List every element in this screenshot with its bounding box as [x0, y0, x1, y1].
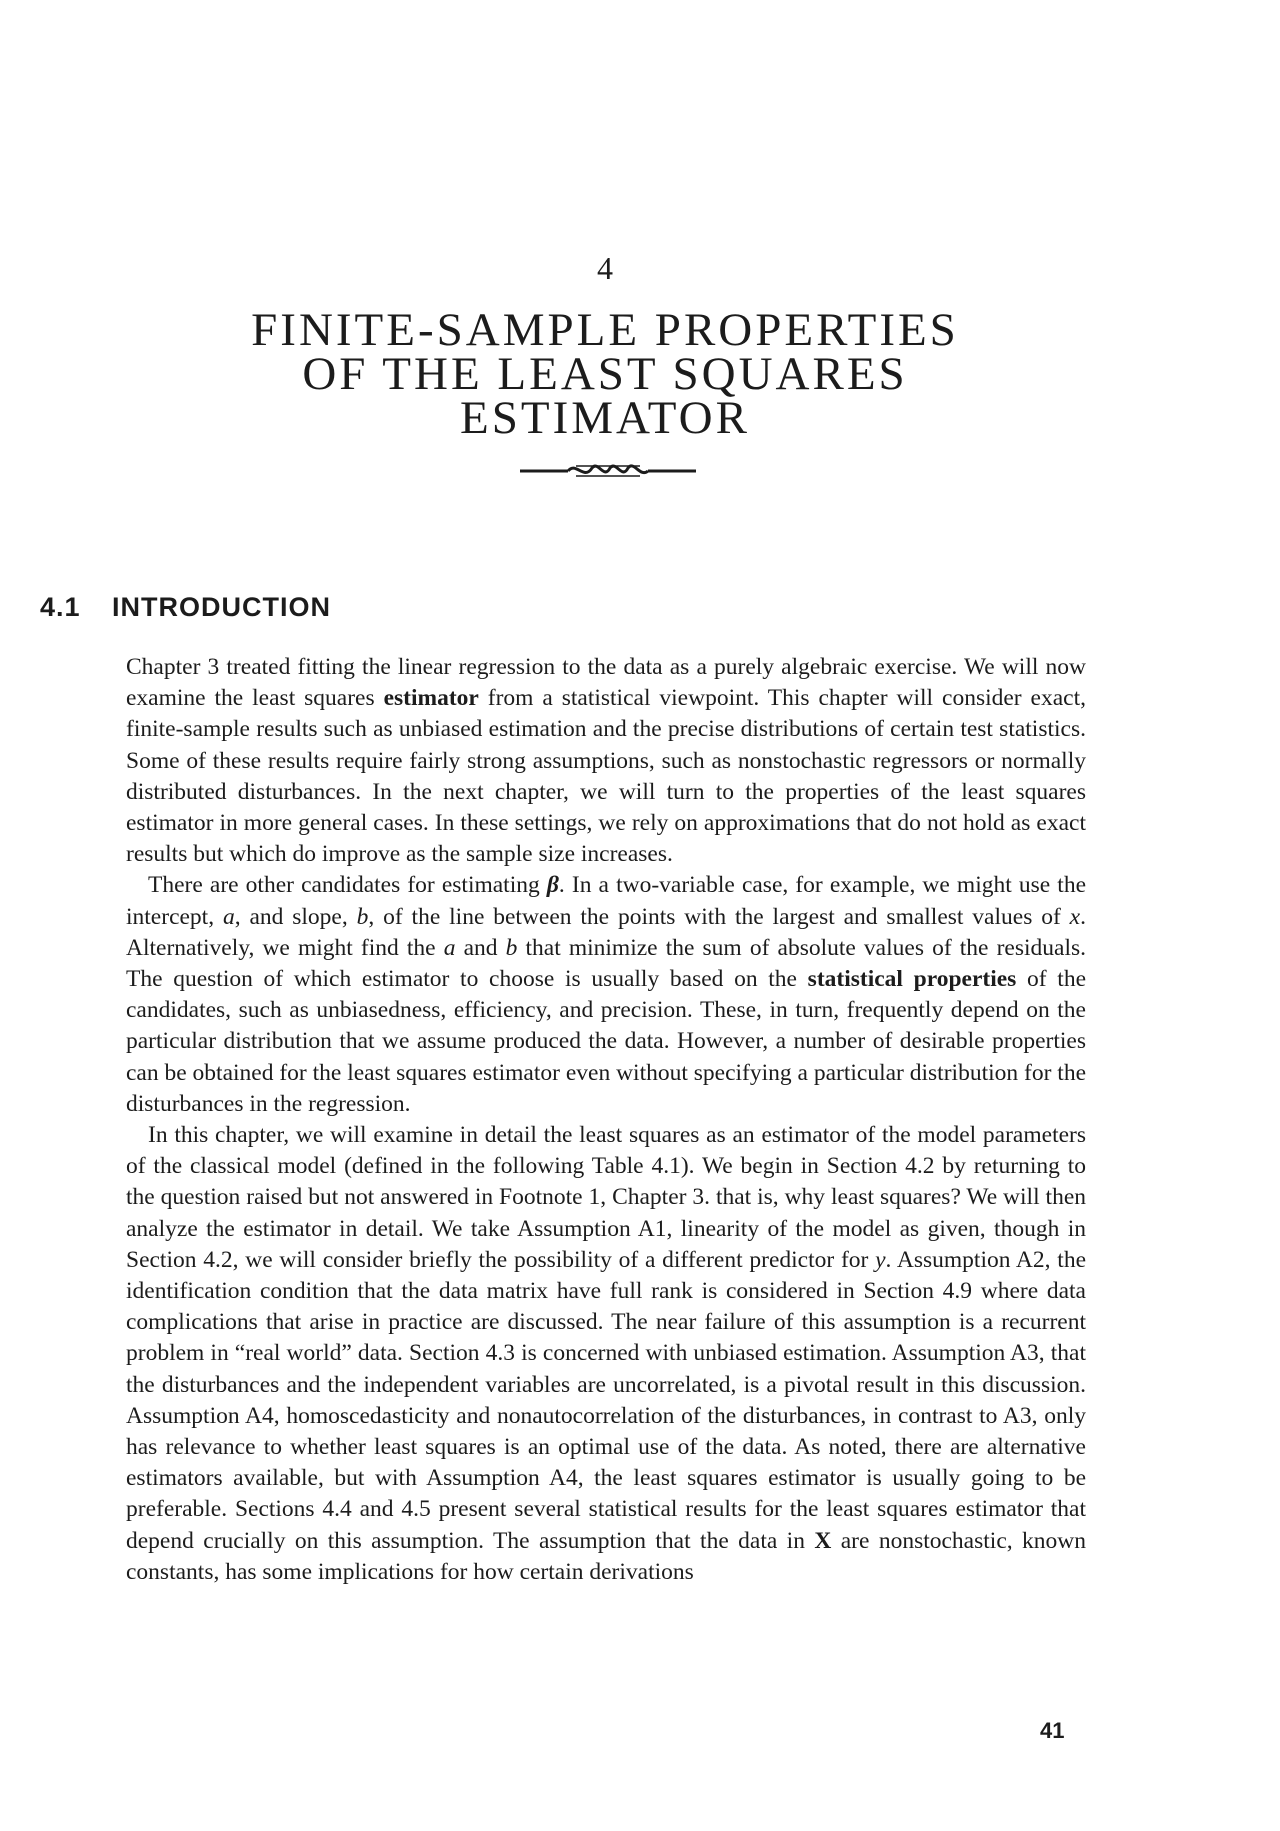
bold-term: X [814, 1527, 832, 1554]
italic-term: y [875, 1246, 886, 1273]
chapter-ornament-icon [518, 456, 698, 484]
section-number: 4.1 [40, 592, 81, 622]
paragraph-2: There are other candidates for estimating β. In a two-variable case, for example, we might use the intercept, a, and slope, b, of the line between the points with the largest and smallest values of x. Alternatively, we might find the a and b that minimize the sum of absolute values of the residuals. The question of which estimator to choose is usually based on the statistical properties of the candidates, such as unbiasedness, efficiency, and precision. These, in turn, frequently depend on the particular distribution that we assume produced the data. However, a number of desirable properties can be obtained for the least squares estimator even without specifying a particular distribution for the disturbances in the regression. [126, 872, 1087, 1117]
chapter-title-line-1: FINITE-SAMPLE PROPERTIES [251, 304, 959, 356]
italic-term: a [443, 934, 456, 961]
bold-term: estimator [383, 685, 479, 712]
section-title: INTRODUCTION [112, 592, 331, 622]
section-heading [40, 592, 331, 623]
italic-term: b [356, 903, 369, 930]
italic-term: a [222, 903, 235, 930]
chapter-title [0, 304, 1210, 444]
italic-term: b [505, 934, 518, 961]
italic-term: x [1069, 903, 1081, 930]
chapter-title-line-3: ESTIMATOR [460, 392, 750, 444]
paragraph-3: In this chapter, we will examine in detail the least squares as an estimator of the model parameters of the classical model (defined in the following Table 4.1). We begin in Section 4.2 by returning to the question raised but not answered in Footnote 1, Chapter 3. that is, why least squares? We will then analyze the estimator in detail. We take Assumption A1, linearity of the model as given, though in Section 4.2, we will consider briefly the possibility of a different predictor for y. Assumption A2, the identification condition that the data matrix have full rank is considered in Section 4.9 where data complications that arise in practice are discussed. The near failure of this assumption is a recurrent problem in “real world” data. Section 4.3 is concerned with unbiased estimation. Assumption A3, that the disturbances and the independent variables are uncorrelated, is a pivotal result in this discussion. Assumption A4, homoscedasticity and nonautocorrelation of the disturbances, in contrast to A3, only has relevance to whether least squares is an optimal use of the data. As noted, there are alternative estimators available, but with Assumption A4, the least squares estimator is usually going to be preferable. Sections 4.4 and 4.5 present several statistical results for the least squares estimator that depend crucially on this assumption. The assumption that the data in X are nonstochastic, known constants, has some implications for how certain derivations [126, 1122, 1086, 1585]
bold-term: β [546, 872, 559, 899]
page-number: 41 [1040, 1718, 1065, 1743]
body-text [126, 652, 1086, 1588]
bold-term: statistical properties [807, 966, 1017, 993]
chapter-number: 4 [597, 250, 613, 286]
paragraph-1: Chapter 3 treated fitting the linear regression to the data as a purely algebraic exercise. We will now examine the least squares estimator from a statistical viewpoint. This chapter will consider exact, finite-sample results such as unbiased estimation and the precise distributions of certain test statistics. Some of these results require fairly strong assumptions, such as nonstochastic regressors or normally distributed disturbances. In the next chapter, we will turn to the properties of the least squares estimator in more general cases. In these settings, we rely on approximations that do not hold as exact results but which do improve as the sample size increases. [126, 654, 1086, 868]
chapter-title-line-2: OF THE LEAST SQUARES [302, 348, 908, 400]
